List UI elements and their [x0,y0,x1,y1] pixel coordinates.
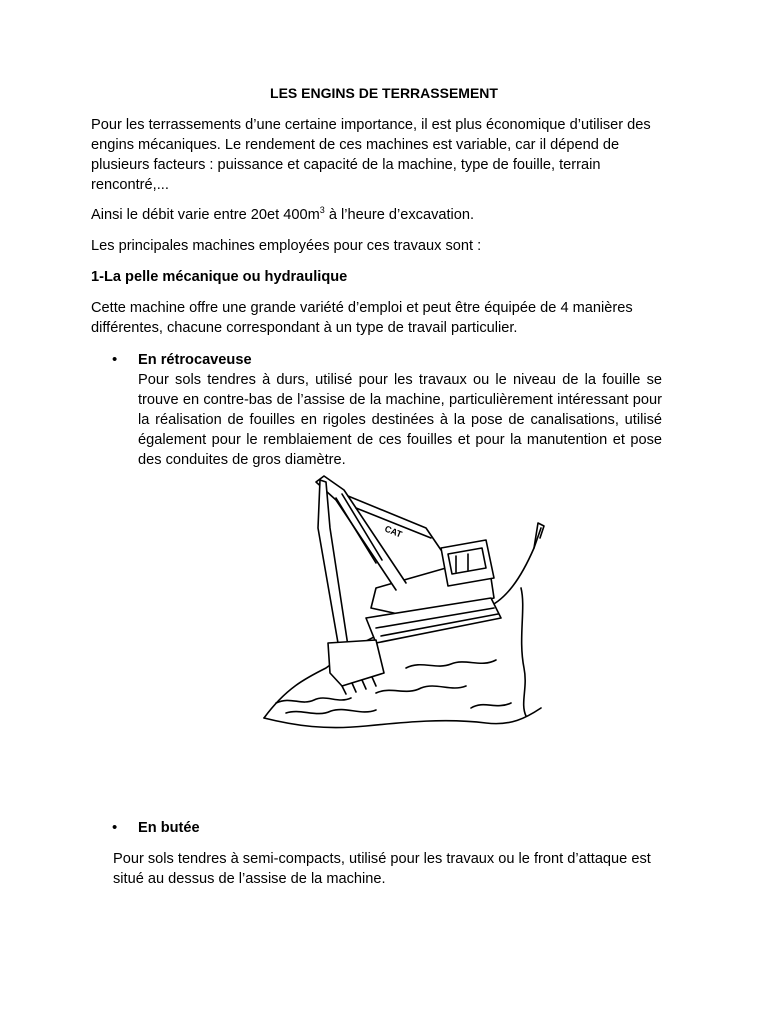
bullet-title: En rétrocaveuse [138,352,252,368]
machines-intro-paragraph: Les principales machines employées pour ces travaux sont : [91,238,482,254]
bullet-title: En butée [138,820,200,836]
debit-text-after: à l’heure d’excavation. [324,207,475,223]
debit-exponent: 3 [319,205,325,216]
bullet-description: Pour sols tendres à durs, utilisé pour les travaux ou le niveau de la fouille se trouve en contre-bas de l’assise de la machine, particulièrement intéressant pour la réalisation de fouilles en rigoles destinées à la pose de canalisations, utilisé également pour le remblaiement de ces fouilles et pour la manutention et pose des conduites de gros diamètre. [138,372,662,468]
debit-text-before: Ainsi le débit varie entre 20et 400m [91,207,320,223]
excavator-illustration [256,468,556,768]
svg-text:CAT: CAT [383,523,404,540]
bullet-icon: • [112,819,118,836]
debit-paragraph [91,205,674,225]
page-title: LES ENGINS DE TERRASSEMENT [270,85,498,101]
intro-paragraph: Pour les terrassements d’une certaine importance, il est plus économique d’utiliser des engins mécaniques. Le rendement de ces machines est variable, car il dépend de plusieurs facteurs : puissance et capacité de la machine, type de fouille, terrain rencontré,... [91,117,651,193]
section-paragraph: Cette machine offre une grande variété d’emploi et peut être équipée de 4 manières différentes, chacune correspondant à un type de travail particulier. [91,300,633,336]
section-heading: 1-La pelle mécanique ou hydraulique [91,269,348,285]
bullet-description: Pour sols tendres à semi-compacts, utilisé pour les travaux ou le front d’attaque est situé au dessus de l’assise de la machine. [113,851,651,887]
bullet-icon: • [112,351,118,368]
